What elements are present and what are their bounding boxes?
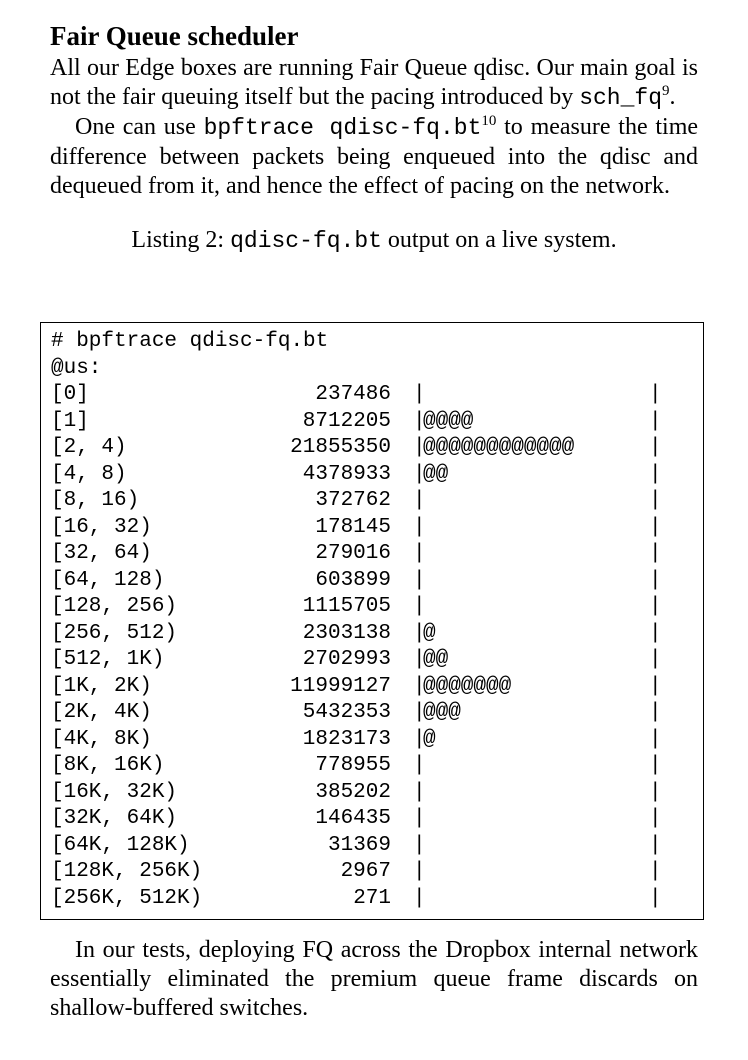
- footnote-marker-10[interactable]: 10: [481, 113, 497, 129]
- histogram-row: [51, 833, 703, 860]
- histogram-row: [51, 382, 703, 409]
- histogram-bar-right-border: |: [649, 542, 662, 565]
- histogram-range: [16K, 32K): [51, 780, 178, 804]
- inline-code-sch-fq: sch_fq: [579, 85, 663, 111]
- histogram-count: 2303138: [302, 621, 391, 645]
- histogram-bar-left-border: |: [413, 860, 426, 883]
- histogram-bar: @: [423, 621, 436, 645]
- paragraph-1: [50, 54, 698, 113]
- histogram-bar-right-border: |: [649, 701, 662, 724]
- histogram-range: [16, 32): [51, 515, 152, 539]
- histogram-count: 778955: [315, 754, 391, 777]
- closing-section: [50, 936, 698, 1023]
- histogram-count: 372762: [315, 489, 391, 512]
- histogram-row: [51, 488, 703, 515]
- histogram-row: [51, 462, 703, 489]
- listing-command: # bpftrace qdisc-fq.bt: [51, 330, 329, 353]
- histogram-bar-left-border: |: [413, 383, 426, 406]
- histogram-row: [51, 780, 703, 807]
- histogram-range: [256, 512): [51, 621, 178, 645]
- histogram-bar-right-border: |: [649, 886, 662, 910]
- histogram-range: [0]: [51, 383, 89, 406]
- histogram-bar-left-border: |: [413, 886, 426, 910]
- caption-prefix: Listing 2:: [131, 227, 225, 253]
- histogram-range: [1K, 2K): [51, 674, 152, 698]
- histogram-row: [51, 886, 703, 913]
- histogram-bar-right-border: |: [649, 595, 662, 618]
- histogram-count: 1115705: [302, 595, 391, 618]
- histogram-bar-left-border: |: [413, 489, 426, 512]
- histogram-row: [51, 515, 703, 542]
- histogram-count: 5432353: [302, 701, 391, 724]
- histogram-bar-left-border: |: [413, 780, 426, 804]
- histogram-row: [51, 859, 703, 886]
- histogram-bar-left-border: |: [413, 515, 426, 539]
- histogram-bar: @@: [423, 462, 449, 486]
- histogram-bar-left-border: |: [413, 409, 426, 433]
- histogram-bar-right-border: |: [649, 489, 662, 512]
- histogram-count: 21855350: [290, 436, 391, 459]
- histogram-range: [64, 128): [51, 568, 165, 592]
- histogram-range: [4, 8): [51, 462, 127, 486]
- histogram-range: [128, 256): [51, 595, 178, 618]
- histogram-row: [51, 621, 703, 648]
- histogram-bar-right-border: |: [649, 462, 662, 486]
- histogram-bar: @@@@: [423, 409, 474, 433]
- histogram-bar-left-border: |: [413, 754, 426, 777]
- histogram-bar-left-border: |: [413, 436, 426, 459]
- histogram-bar-right-border: |: [649, 833, 662, 857]
- histogram-row: [51, 674, 703, 701]
- histogram-bar: @@@@@@@: [423, 674, 512, 698]
- histogram-bar-left-border: |: [413, 701, 426, 724]
- histogram-bar-left-border: |: [413, 621, 426, 645]
- histogram-count: 31369: [327, 833, 391, 857]
- histogram-bar-right-border: |: [649, 754, 662, 777]
- histogram-row: [51, 435, 703, 462]
- histogram-row: [51, 700, 703, 727]
- histogram-range: [256K, 512K): [51, 886, 203, 910]
- listing-variable: @us:: [51, 356, 102, 380]
- code-listing: [40, 322, 704, 920]
- histogram-count: 2967: [340, 860, 391, 883]
- histogram-row: [51, 647, 703, 674]
- histogram-row: [51, 594, 703, 621]
- paragraph-1-end: .: [669, 84, 676, 110]
- histogram-count: 11999127: [290, 674, 391, 698]
- histogram-count: 603899: [315, 568, 391, 592]
- histogram-row: [51, 409, 703, 436]
- histogram-range: [8, 16): [51, 489, 140, 512]
- histogram-bar-left-border: |: [413, 807, 426, 830]
- histogram-range: [32K, 64K): [51, 807, 178, 830]
- histogram-range: [512, 1K): [51, 648, 165, 671]
- caption-code: qdisc-fq.bt: [230, 228, 382, 254]
- histogram-row: [51, 806, 703, 833]
- histogram-range: [2K, 4K): [51, 701, 152, 724]
- histogram-range: [8K, 16K): [51, 754, 165, 777]
- histogram-range: [4K, 8K): [51, 727, 152, 751]
- section: [50, 18, 698, 256]
- paragraph-2: [50, 113, 698, 201]
- paragraph-2-post: to measure the time difference between packets being enqueued into the qdisc and dequeued from it, and hence the effect of pacing on the network.: [50, 114, 699, 199]
- histogram-range: [64K, 128K): [51, 833, 190, 857]
- histogram-bar-left-border: |: [413, 568, 426, 592]
- histogram-bar: @@@@@@@@@@@@: [423, 436, 575, 459]
- paragraph-2-pre: One can use: [75, 114, 196, 140]
- histogram-range: [32, 64): [51, 542, 152, 565]
- histogram-bar-right-border: |: [649, 409, 662, 433]
- footnote-marker-9[interactable]: 9: [662, 83, 670, 99]
- histogram-bar-left-border: |: [413, 462, 426, 486]
- histogram-count: 385202: [315, 780, 391, 804]
- histogram-count: 4378933: [302, 462, 391, 486]
- listing-caption: [50, 225, 698, 256]
- histogram-count: 237486: [315, 383, 391, 406]
- histogram-count: 8712205: [302, 409, 391, 433]
- histogram-bar-right-border: |: [649, 515, 662, 539]
- histogram-row: [51, 568, 703, 595]
- paragraph-1-text: All our Edge boxes are running Fair Queue qdisc. Our main goal is not the fair queuing itself but the pacing introduced by: [50, 55, 698, 110]
- histogram-range: [128K, 256K): [51, 860, 203, 883]
- histogram-bar-right-border: |: [649, 383, 662, 406]
- histogram-row: [51, 753, 703, 780]
- histogram-bar-right-border: |: [649, 807, 662, 830]
- histogram-row: [51, 541, 703, 568]
- caption-suffix: output on a live system.: [387, 227, 617, 253]
- histogram-bar-right-border: |: [649, 648, 662, 671]
- histogram-count: 2702993: [302, 648, 391, 671]
- histogram-bar-right-border: |: [649, 727, 662, 751]
- histogram-range: [1]: [51, 409, 89, 433]
- histogram-row: [51, 727, 703, 754]
- histogram-range: [2, 4): [51, 436, 127, 459]
- histogram-count: 271: [353, 886, 391, 910]
- histogram-bar: @@@: [423, 701, 461, 724]
- histogram-bar-left-border: |: [413, 727, 426, 751]
- section-title: Fair Queue scheduler: [50, 21, 299, 51]
- inline-code-bpftrace: bpftrace qdisc-fq.bt: [203, 115, 482, 141]
- histogram-bar-right-border: |: [649, 436, 662, 459]
- histogram-bar: @@: [423, 648, 449, 671]
- histogram-count: 178145: [315, 515, 391, 539]
- histogram-count: 1823173: [302, 727, 391, 751]
- histogram-bar-left-border: |: [413, 833, 426, 857]
- histogram-bar-left-border: |: [413, 674, 426, 698]
- closing-paragraph: In our tests, deploying FQ across the Dropbox internal network essentially eliminated the premium queue frame discards on shallow-buffered switches.: [50, 937, 698, 1021]
- histogram-bar-right-border: |: [649, 674, 662, 698]
- histogram-bar-right-border: |: [649, 621, 662, 645]
- histogram-bar: @: [423, 727, 436, 751]
- histogram-count: 146435: [315, 807, 391, 830]
- histogram-bar-left-border: |: [413, 542, 426, 565]
- histogram-count: 279016: [315, 542, 391, 565]
- histogram-bar-left-border: |: [413, 595, 426, 618]
- histogram-bar-right-border: |: [649, 780, 662, 804]
- histogram-bar-right-border: |: [649, 568, 662, 592]
- histogram-bar-left-border: |: [413, 648, 426, 671]
- histogram-bar-right-border: |: [649, 860, 662, 883]
